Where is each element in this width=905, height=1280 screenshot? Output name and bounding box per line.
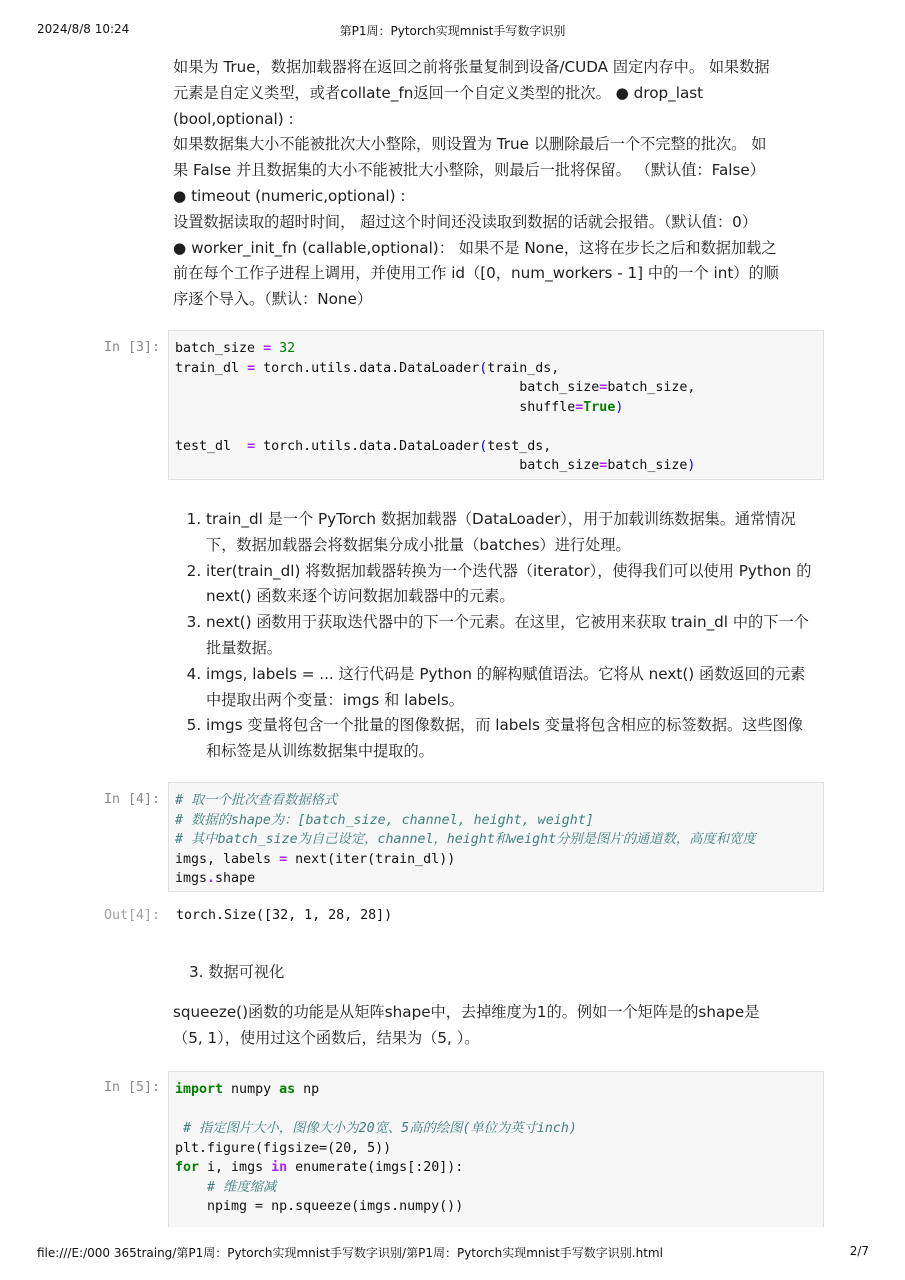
list-item: 1. train_dl 是一个 PyTorch 数据加载器（DataLoader），用于加载训练数据集。通常情况下，数据加载器会将数据集分成小批量（batches）进行处理。 bbox=[206, 507, 813, 559]
squeeze-text-line: squeeze()函数的功能是从矩阵shape中，去掉维度为1的。例如一个矩阵是的shape是 bbox=[173, 1003, 760, 1021]
section-heading: 3. 数据可视化 bbox=[189, 963, 285, 981]
input-prompt-3: In [3]: bbox=[104, 340, 161, 355]
list-item: 2. iter(train_dl) 将数据加载器转换为一个迭代器（iterator），使得我们可以使用 Python 的 next() 函数来逐个访问数据加载器中的元素。 bbox=[206, 559, 813, 611]
input-prompt-5: In [5]: bbox=[104, 1080, 161, 1095]
input-prompt-4: In [4]: bbox=[104, 792, 161, 807]
file-path: file:///E:/000 365traing/第P1周：Pytorch实现mnist手写数字识别/第P1周：Pytorch实现mnist手写数字识别.html bbox=[37, 1246, 663, 1260]
param-text-line: 如果为 True，数据加载器将在返回之前将张量复制到设备/CUDA 固定内存中。 如果数据 bbox=[173, 58, 770, 76]
param-text-line: ● timeout (numeric,optional) : bbox=[173, 186, 406, 205]
explanation-list bbox=[173, 507, 813, 765]
param-text-line: (bool,optional) : bbox=[173, 109, 294, 128]
code-block: # 取一个批次查看数据格式 # 数据的shape为：[batch_size, channel, height, weight] # 其中batch_size为自己设定，channel，height和weight分别是图片的通道数，高度和宽度 imgs, labels = next(iter(train_dl)) imgs.shape bbox=[175, 793, 756, 886]
output-prompt-4: Out[4]: bbox=[104, 908, 161, 923]
code-cell-4[interactable] bbox=[168, 782, 824, 892]
print-header bbox=[0, 16, 905, 36]
squeeze-text-line: （5, 1），使用过这个函数后，结果为（5, ）。 bbox=[173, 1028, 480, 1047]
param-text-line: ● worker_init_fn (callable,optional)： 如果不是 None，这将在步长之后和数据加载之 bbox=[173, 238, 777, 257]
param-text-line: 如果数据集大小不能被批次大小整除，则设置为 True 以删除最后一个不完整的批次。 如 bbox=[173, 135, 767, 154]
param-text-line: 设置数据读取的超时时间， 超过这个时间还没读取到数据的话就会报错。（默认值：0） bbox=[173, 212, 758, 231]
param-text-line: 元素是自定义类型，或者collate_fn返回一个自定义类型的批次。 ● drop_last bbox=[173, 83, 704, 102]
param-text-line: 前在每个工作子进程上调用，并使用工作 id（[0，num_workers - 1] 中的一个 int）的顺 bbox=[173, 264, 779, 283]
list-item: 5. imgs 变量将包含一个批量的图像数据，而 labels 变量将包含相应的标签数据。这些图像和标签是从训练数据集中提取的。 bbox=[206, 713, 813, 765]
code-block: batch_size = 32 train_dl = torch.utils.data.DataLoader(train_ds, batch_size=batch_size, shuffle=True) test_dl = torch.utils.data.DataLoader(test_ds, batch_size=batch_size) bbox=[175, 341, 696, 473]
code-block: import numpy as np # 指定图片大小，图像大小为20宽、5高的绘图(单位为英寸inch) plt.figure(figsize=(20, 5)) for i, imgs in enumerate(imgs[:20]): # 维度缩减 npimg = np.squeeze(imgs.numpy()) bbox=[175, 1082, 577, 1214]
markdown-cell-squeeze bbox=[173, 1000, 813, 1052]
print-date: 2024/8/8 10:24 bbox=[37, 22, 130, 36]
param-text-line: 果 False 并且数据集的大小不能被批大小整除，则最后一批将保留。 （默认值：False） bbox=[173, 161, 765, 180]
list-item: 4. imgs, labels = ... 这行代码是 Python 的解构赋值语法。它将从 next() 函数返回的元素中提取出两个变量：imgs 和 labels。 bbox=[206, 662, 813, 714]
cell-output: torch.Size([32, 1, 28, 28]) bbox=[176, 908, 393, 923]
param-text-line: 序逐个导入。（默认：None） bbox=[173, 290, 373, 309]
list-item: 3. next() 函数用于获取迭代器中的下一个元素。在这里，它被用来获取 train_dl 中的下一个批量数据。 bbox=[206, 610, 813, 662]
code-cell-5[interactable] bbox=[168, 1071, 824, 1227]
markdown-cell-params bbox=[173, 55, 813, 313]
code-cell-3[interactable] bbox=[168, 330, 824, 480]
markdown-cell-explanation bbox=[173, 507, 813, 765]
page-number: 2/7 bbox=[849, 1244, 869, 1258]
page-title: 第P1周：Pytorch实现mnist手写数字识别 bbox=[339, 24, 566, 38]
